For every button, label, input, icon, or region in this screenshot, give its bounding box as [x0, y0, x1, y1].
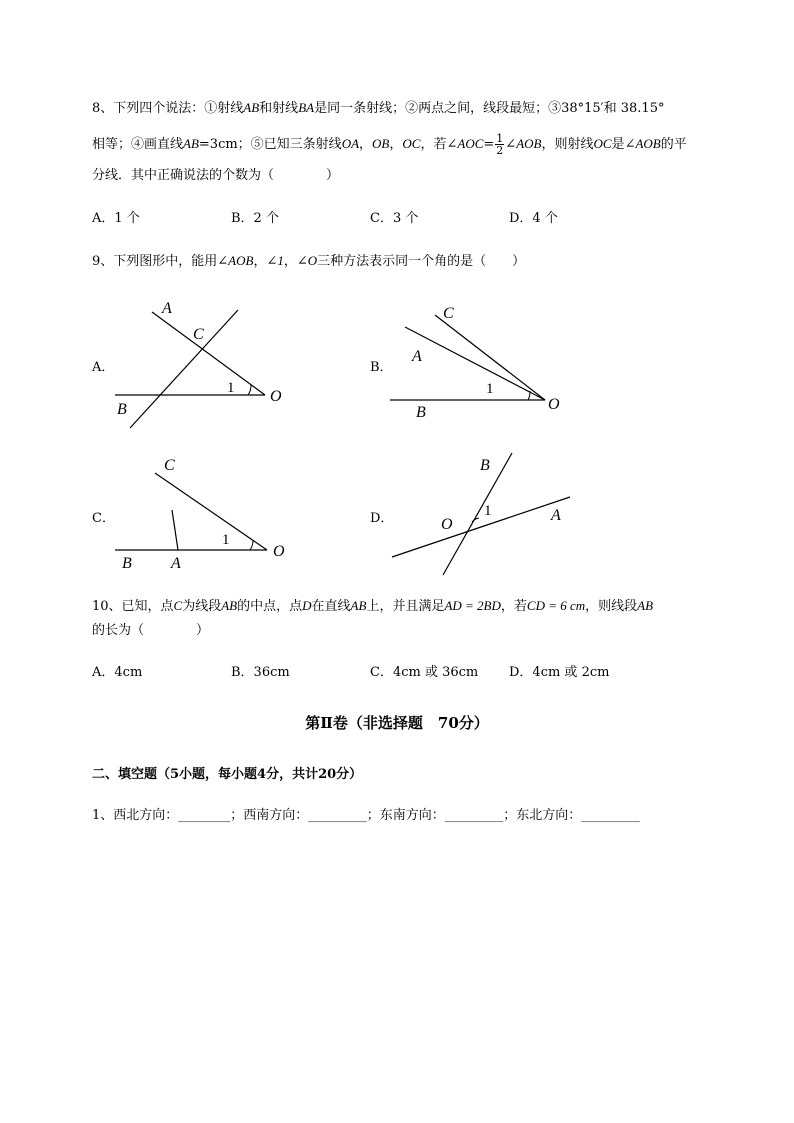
- equals-sign: =: [483, 137, 495, 152]
- q8-text: ，若: [420, 137, 447, 152]
- q9-text: 9、下列图形中，能用: [92, 254, 218, 269]
- q8-text: =3cm；⑤已知三条射线: [198, 137, 342, 152]
- figure-b: [385, 295, 585, 425]
- point-label-o: O: [273, 543, 285, 560]
- q10-option-d: D．4cm 或 2cm: [509, 665, 610, 680]
- ray-ba: BA: [298, 100, 315, 115]
- q8-text: ，则射线: [541, 137, 594, 152]
- point-label-a: A: [162, 300, 172, 317]
- q8-text: 8、下列四个说法：①射线: [92, 101, 244, 116]
- q8-option-d: D．4 个: [509, 211, 558, 226]
- q8-text: 和射线: [259, 101, 299, 116]
- line-ob: [443, 453, 512, 575]
- segment-ab: AB: [221, 598, 238, 613]
- q8-option-c: C．3 个: [370, 211, 419, 226]
- ray-oa: OA: [341, 136, 360, 151]
- q8-option-b: B．2 个: [231, 211, 279, 226]
- fraction-one-half: [495, 133, 504, 156]
- q8-line-2: [92, 133, 687, 156]
- fraction-denominator: 2: [496, 144, 504, 157]
- point-label-c: C: [443, 305, 454, 322]
- figure-c: [110, 450, 300, 575]
- comma: ，: [389, 137, 403, 152]
- q8-line-3: 分线．其中正确说法的个数为（ ）: [92, 168, 340, 183]
- q10-text: 的中点，点: [237, 599, 303, 614]
- q10-line-2: 的长为（ ）: [92, 623, 210, 638]
- q10-option-c: C．4cm 或 36cm: [370, 665, 479, 680]
- q8-option-a: A．1 个: [92, 211, 140, 226]
- condition-cd-6cm: CD = 6 cm: [526, 598, 586, 613]
- angle-label-1: 1: [486, 381, 494, 397]
- q10-text: 在直线: [311, 599, 351, 614]
- angle-1: ∠1: [266, 253, 284, 268]
- fig-a-label: A．: [92, 360, 115, 375]
- angle-arc: [250, 541, 253, 550]
- angle-aob: ∠AOB: [217, 253, 254, 268]
- q10-option-b: B．36cm: [231, 665, 290, 680]
- point-d: D: [302, 598, 312, 613]
- figure-a: [110, 290, 300, 435]
- q8-line-1: [92, 98, 664, 119]
- q10-text: 10、已知，点: [92, 599, 174, 614]
- q10-line-1: [92, 596, 653, 617]
- angle-arc: [248, 385, 251, 395]
- angle-aob: ∠AOB: [624, 136, 661, 151]
- point-label-b: B: [122, 555, 132, 572]
- q8-text: 相等；④画直线: [92, 137, 184, 152]
- comma: ，: [283, 254, 297, 269]
- figure-d: [385, 445, 585, 580]
- condition-ad-2bd: AD = 2BD: [444, 598, 501, 613]
- fraction-numerator: 1: [496, 132, 504, 145]
- angle-arc: [528, 391, 530, 400]
- comma: ，: [359, 137, 373, 152]
- segment-from-a: [172, 510, 178, 550]
- point-c: C: [173, 598, 183, 613]
- ray-oc: OC: [593, 136, 612, 151]
- angle-label-1: 1: [227, 380, 235, 396]
- point-label-a: A: [412, 348, 422, 365]
- angle-aob: ∠AOB: [505, 136, 542, 151]
- point-label-o: O: [441, 516, 453, 533]
- ray-ab: AB: [243, 100, 260, 115]
- line-through-o: [392, 497, 570, 557]
- q8-text: 是同一条射线；②两点之间，线段最短；③: [314, 101, 562, 116]
- fill-in-section-heading: 二、填空题（5小题，每小题4分，共计20分）: [92, 767, 363, 782]
- part-2-title: 第Ⅱ卷（非选择题 70分）: [305, 714, 489, 732]
- q10-option-a: A．4cm: [92, 665, 143, 680]
- fig-b-label: B．: [370, 360, 393, 375]
- point-label-o: O: [548, 396, 560, 413]
- q8-text: 是: [611, 137, 625, 152]
- q10-text: 为线段: [182, 599, 222, 614]
- ray-ob: OB: [372, 136, 390, 151]
- angle-o: ∠O: [296, 253, 318, 268]
- angle-aoc: ∠AOC: [446, 136, 484, 151]
- point-label-b: B: [416, 404, 426, 421]
- point-label-a: A: [551, 507, 561, 524]
- segment-ab: AB: [637, 598, 654, 613]
- point-label-c: C: [164, 457, 175, 474]
- fig-c-label: C．: [92, 511, 115, 526]
- angle-label-1: 1: [484, 503, 492, 519]
- q10-text: ，若: [500, 599, 527, 614]
- q10-text: 上，并且满足: [366, 599, 445, 614]
- transversal-line: [130, 310, 238, 428]
- point-label-c: C: [193, 326, 204, 343]
- ray-oc: OC: [402, 136, 421, 151]
- point-label-a: A: [171, 555, 181, 572]
- q10-text: ，则线段: [585, 599, 638, 614]
- line-ab: AB: [350, 598, 367, 613]
- point-label-b: B: [480, 457, 490, 474]
- ray-oa: [405, 327, 545, 400]
- line-ab: AB: [183, 136, 199, 151]
- q8-text: 的平: [660, 137, 687, 152]
- q9-stem: [92, 251, 525, 272]
- q8-angle-values: 38°15′和 38.15°: [561, 101, 665, 116]
- comma: ，: [253, 254, 267, 269]
- ray-oa: [152, 312, 265, 395]
- angle-label-1: 1: [222, 532, 230, 548]
- q9-text: 三种方法表示同一个角的是（ ）: [317, 254, 526, 269]
- fig-d-label: D．: [370, 511, 394, 526]
- point-label-o: O: [270, 388, 282, 405]
- point-label-b: B: [117, 401, 127, 418]
- fill-in-q1: 1、西北方向：________；西南方向：_________；东南方向：_________；东北方向：_________: [92, 808, 640, 823]
